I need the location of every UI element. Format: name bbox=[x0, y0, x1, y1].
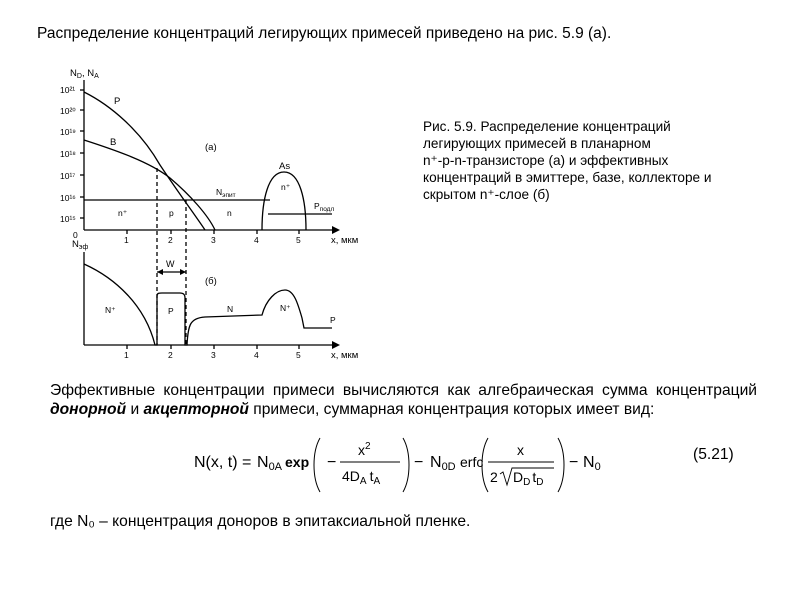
y-tick-label: 10²⁰ bbox=[60, 106, 76, 116]
formula-erfc: erfc bbox=[460, 454, 484, 470]
formula-minus-1: − bbox=[327, 454, 337, 471]
y-tick-label: 10²¹ bbox=[60, 85, 76, 95]
x-tick-label: 4 bbox=[254, 235, 259, 245]
y-tick-label: 10¹⁸ bbox=[60, 149, 76, 159]
formula-den-2: $D_D$ $t_D$ bbox=[513, 469, 544, 488]
y-tick-label: 10¹⁶ bbox=[60, 193, 76, 203]
formula-n0d: N0D bbox=[430, 454, 456, 473]
region-label-n-plus-buried: n⁺ bbox=[281, 182, 291, 192]
panel-a-y-label: $N_D$, $N_A$ bbox=[70, 68, 99, 80]
panel-a-label: (а) bbox=[205, 142, 217, 153]
curve-label-p: P bbox=[114, 96, 121, 107]
figure-caption bbox=[423, 118, 751, 203]
equation-number: (5.21) bbox=[693, 446, 734, 463]
y-tick-label: 10¹⁵ bbox=[60, 214, 76, 224]
region-label-n: n bbox=[227, 208, 232, 218]
caption-line: легирующих примесей в планарном bbox=[423, 136, 651, 151]
y-tick-label: 10¹⁹ bbox=[60, 127, 76, 137]
formula-den-1: $4D_A$ $t_A$ bbox=[342, 468, 381, 487]
n-epi-label: $N_{эпит}$ bbox=[216, 187, 236, 199]
caption-line: Рис. 5.9. Распределение концентраций bbox=[423, 119, 671, 134]
formula-num-2: x bbox=[517, 442, 524, 458]
formula-n0a: N0A bbox=[257, 454, 283, 473]
x-tick-label: 5 bbox=[296, 235, 301, 245]
formula-eq: = bbox=[242, 454, 252, 471]
figure-5-9 bbox=[44, 56, 384, 366]
paren-right-2 bbox=[558, 438, 564, 492]
panel-b-label: (б) bbox=[205, 276, 217, 287]
formula-n0: N0 bbox=[583, 454, 601, 473]
caption-line: скрытом n⁺-слое (б) bbox=[423, 187, 550, 202]
y-tick-label: 0 bbox=[73, 230, 78, 240]
formula-exp: exp bbox=[285, 454, 310, 470]
curve-as-buried bbox=[262, 172, 306, 230]
caption-line: n⁺-p-n-транзисторе (а) и эффективных bbox=[423, 153, 669, 168]
x-tick-label: 4 bbox=[254, 350, 259, 360]
page-heading: Распределение концентраций легирующих примесей приведено на рис. 5.9 (а). bbox=[37, 25, 612, 42]
region-label-n-plus: n⁺ bbox=[118, 208, 128, 218]
formula-num-1: $x^2$ bbox=[358, 441, 371, 458]
paren-right-1 bbox=[403, 438, 409, 492]
panel-b-y-label: $N_{эф}$ bbox=[72, 239, 89, 251]
panel-b-x-label: x, мкм bbox=[331, 350, 359, 361]
y-tick-label: 10¹⁷ bbox=[60, 171, 76, 181]
region-label-N-plus: N⁺ bbox=[105, 305, 116, 315]
x-tick-label: 2 bbox=[168, 350, 173, 360]
x-tick-label: 1 bbox=[124, 235, 129, 245]
panel-a-x-label: x, мкм bbox=[331, 235, 359, 246]
term-donor: донорной bbox=[50, 401, 127, 418]
footnote-text: где N₀ – концентрация доноров в эпитаксиальной пленке. bbox=[50, 513, 471, 530]
region-label-P: P bbox=[168, 306, 174, 316]
region-label-N: N bbox=[227, 304, 234, 314]
formula-minus-3: − bbox=[569, 454, 579, 471]
x-tick-label: 2 bbox=[168, 235, 173, 245]
term-acceptor: акцепторной bbox=[143, 401, 249, 418]
region-label-P-sub: P bbox=[330, 315, 336, 325]
x-tick-label: 5 bbox=[296, 350, 301, 360]
caption-line: концентраций в эмиттере, базе, коллекторе и bbox=[423, 170, 712, 185]
x-tick-label: 3 bbox=[211, 235, 216, 245]
p-substrate-label: $P_{подл}$ bbox=[314, 201, 335, 213]
width-label: W bbox=[166, 259, 175, 269]
formula-lhs: N(x, t) bbox=[194, 454, 238, 471]
x-tick-label: 1 bbox=[124, 350, 129, 360]
formula-den-2-two: 2 bbox=[490, 469, 498, 485]
region-label-p: p bbox=[169, 208, 174, 218]
curve-label-b: B bbox=[110, 137, 117, 148]
x-tick-label: 3 bbox=[211, 350, 216, 360]
formula-5-21 bbox=[190, 432, 600, 496]
curve-label-as: As bbox=[279, 161, 291, 172]
region-label-N-plus-buried: N⁺ bbox=[280, 303, 291, 313]
body-paragraph: Эффективные концентрации примеси вычисляются как алгебраическая сумма концентраций донорной и акцепторной примеси, суммарная концентрация которых имеет вид: bbox=[50, 382, 757, 418]
curve-p-emitter bbox=[84, 92, 205, 230]
paren-left-1 bbox=[314, 438, 320, 492]
formula-minus-2: − bbox=[414, 454, 424, 471]
